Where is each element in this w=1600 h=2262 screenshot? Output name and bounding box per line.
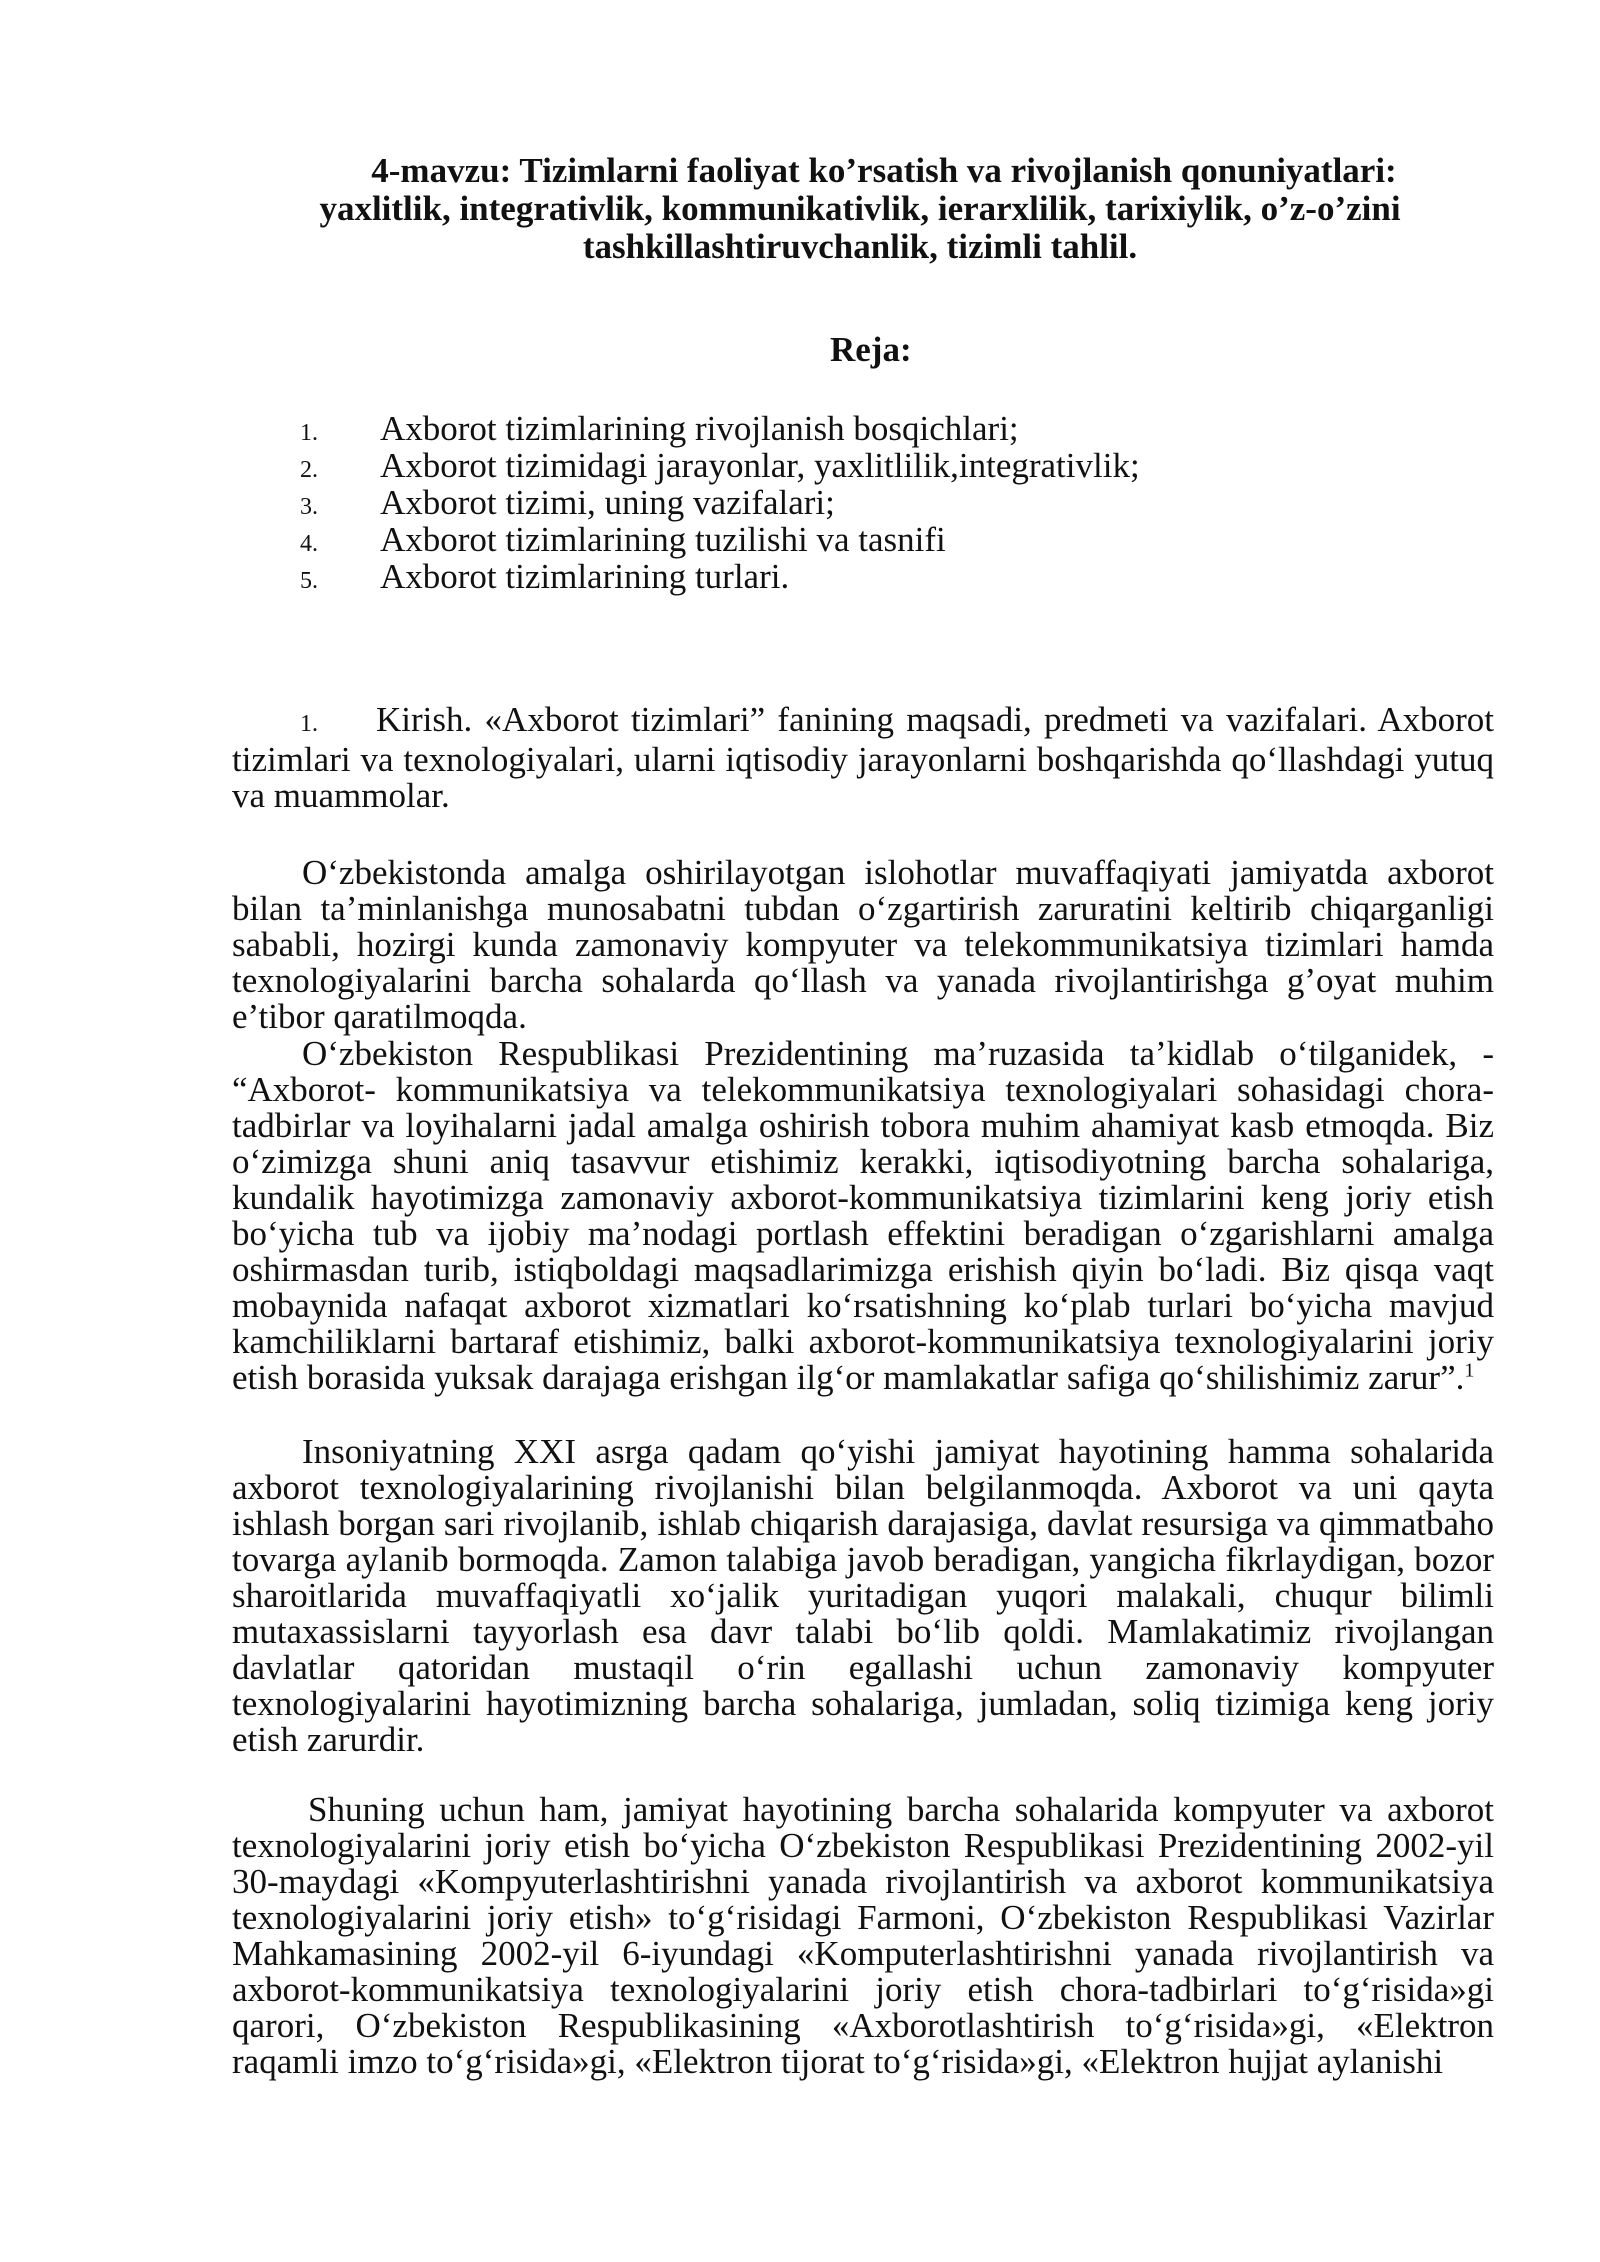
topic-title-line-3: tashkillashtiruvchanlik, tizimli tahlil.: [582, 227, 1138, 266]
plan-item-number: 1.: [300, 420, 318, 446]
paragraph-4-text: Shuning uchun ham, jamiyat hayotining barcha sohalarida kompyuter va axborot texnologiyalarini joriy etish bo‘yicha O‘zbekiston Respublikasi Prezidentining 2002-yil 30-maydagi «Kompyuterlashtirishni yanada rivojlantirish va axborot kommunikatsiya texnologiyalarini joriy etish» to‘g‘risidagi Farmoni, O‘zbekiston Respublikasi Vazirlar Mahkamasining 2002-yil 6-iyundagi «Komputerlashtirishni yanada rivojlantirish va axborot-kommunikatsiya texnologiyalarini joriy etish chora-tadbirlari to‘g‘risida»gi qarori, O‘zbekiston Respublikasining «Axborotlashtirish to‘g‘risida»gi, «Elektron raqamli imzo to‘g‘risida»gi, «Elektron tijorat to‘g‘risida»gi, «Elektron hujjat aylanishi: [232, 1790, 1494, 2081]
plan-item: [300, 484, 1140, 521]
plan-item-text: Axborot tizimlarining turlari.: [380, 557, 790, 596]
paragraph-2: [232, 1036, 1494, 1396]
intro-text: Kirish. «Axborot tizimlari” fanining maqsadi, predmeti va vazifalari. Axborot tizimlari va texnologiyalari, ularni iqtisodiy jarayonlarni boshqarishda qo‘llashdagi yutuq va muammolar.: [232, 700, 1494, 815]
plan-item-text: Axborot tizimlarining rivojlanish bosqichlari;: [380, 409, 1019, 448]
plan-item-text: Axborot tizimi, uning vazifalari;: [380, 483, 835, 522]
paragraph-3-text: Insoniyatning XXI asrga qadam qo‘yishi jamiyat hayotining hamma sohalarida axborot texnologiyalarining rivojlanishi bilan belgilanmoqda. Axborot va uni qayta ishlash borgan sari rivojlanib, ishlab chiqarish darajasiga, davlat resursiga va qimmatbaho tovarga aylanib bormoqda. Zamon talabiga javob beradigan, yangicha fikrlaydigan, bozor sharoitlarida muvaffaqiyatli xo‘jalik yuritadigan yuqori malakali, chuqur bilimli mutaxassislarni tayyorlash esa davr talabi bo‘lib qoldi. Mamlakatimiz rivojlangan davlatlar qatoridan mustaqil o‘rin egallashi uchun zamonaviy kompyuter texnologiyalarini hayotimizning barcha sohalariga, jumladan, soliq tizimiga keng joriy etish zarurdir.: [232, 1432, 1494, 1759]
plan-item-text: Axborot tizimlarining tuzilishi va tasnifi: [380, 520, 946, 559]
plan-item-text: Axborot tizimidagi jarayonlar, yaxlitlilik,integrativlik;: [380, 446, 1140, 485]
paragraph-1-text: O‘zbekistonda amalga oshirilayotgan islohotlar muvaffaqiyati jamiyatda axborot bilan ta’minlanishga munosabatni tubdan o‘zgartirish zaruratini keltirib chiqarganligi sababli, hozirgi kunda zamonaviy kompyuter va telekommunikatsiya tizimlari hamda texnologiyalarini barcha sohalarda qo‘llash va yanada rivojlantirishga g’oyat muhim e’tibor qaratilmoqda.: [232, 853, 1494, 1036]
topic-title-line-1: 4-mavzu: Tizimlarni faoliyat ko’rsatish va rivojlanish qonuniyatlari:: [371, 151, 1397, 190]
plan-list: [300, 410, 1140, 595]
plan-heading: Reja:: [830, 330, 912, 369]
paragraph-2-text: O‘zbekiston Respublikasi Prezidentining ma’ruzasida ta’kidlab o‘tilganidek, - “Axborot- kommunikatsiya va telekommunikatsiya texnologiyalari sohasidagi chora-tadbirlar va loyihalarni jadal amalga oshirish tobora muhim ahamiyat kasb etmoqda. Biz o‘zimizga shuni aniq tasavvur etishimiz kerakki, iqtisodiyotning barcha sohalariga, kundalik hayotimizga zamonaviy axborot-kommunikatsiya tizimlarini keng joriy etish bo‘yicha tub va ijobiy ma’nodagi portlash effektini beradigan o‘zgarishlarni amalga oshirmasdan turib, istiqboldagi maqsadlarimizga erishish qiyin bo‘ladi. Biz qisqa vaqt mobaynida nafaqat axborot xizmatlari ko‘rsatishning ko‘plab turlari bo‘yicha mavjud kamchiliklarni bartaraf etishimiz, balki axborot-kommunikatsiya texnologiyalarini joriy etish borasida yuksak darajaga erishgan ilg‘or mamlakatlar safiga qo‘shilishimiz zarur”.: [232, 1034, 1494, 1397]
topic-title-line-2: yaxlitlik, integrativlik, kommunikativlik, ierarxlilik, tarixiylik, o’z-o’zini: [319, 189, 1401, 228]
intro-number: 1.: [300, 711, 318, 737]
plan-item: [300, 521, 1140, 558]
plan-item-number: 2.: [300, 457, 318, 483]
plan-item-number: 3.: [300, 494, 318, 520]
plan-item: [300, 447, 1140, 484]
footnote-marker: 1: [1464, 1359, 1475, 1382]
topic-title: [260, 152, 1460, 266]
plan-item-number: 4.: [300, 531, 318, 557]
plan-item: [300, 558, 1140, 595]
plan-item-number: 5.: [300, 568, 318, 594]
paragraph-4: [232, 1792, 1494, 2080]
paragraph-3: [232, 1434, 1494, 1758]
plan-item: [300, 410, 1140, 447]
intro-section: [232, 702, 1494, 814]
paragraph-1: [232, 855, 1494, 1035]
